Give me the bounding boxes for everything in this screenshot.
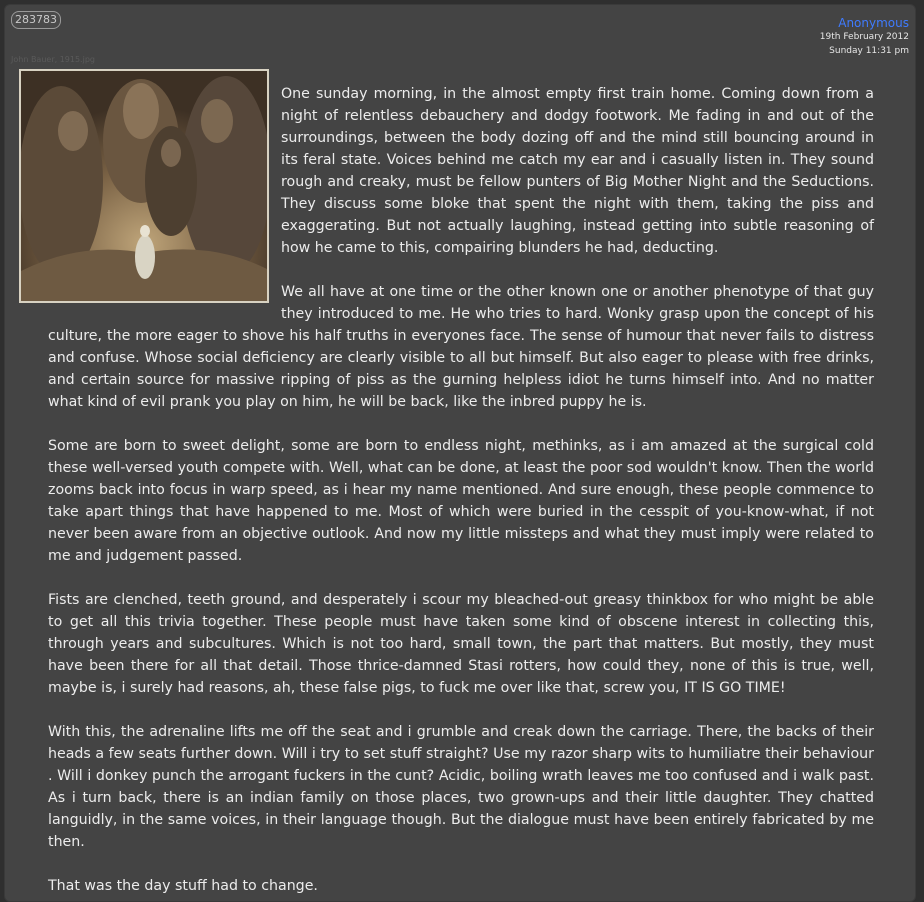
- post-date: 19th February 2012: [819, 32, 909, 42]
- post-image[interactable]: [19, 69, 269, 303]
- post-container: [4, 4, 916, 902]
- post-meta: [820, 16, 909, 58]
- paragraph: We all have at one time or the other known one or another phenotype of that guy they introduced to me. He who tries to hard. Wonky grasp upon the concept of his culture, the more eager to shove his half truths in everyones face. The sense of humour that never fails to distress and confuse. Whose social deficiency are clearly visible to all but himself. But also eager to please with free drinks, and certain source for massive ripping of piss as the gurning helpless idiot he turns himself into. And no matter what kind of evil prank you play on him, he will be back, like the inbred puppy he is.: [48, 284, 874, 410]
- paragraph: Fists are clenched, teeth ground, and desperately i scour my bleached-out greasy thinkbox for who might be able to get all this trivia together. These people must have taken some kind of obscene interest in collecting this, through years and subcultures. Which is not too hard, small town, the part that matters. But mostly, they must have been there for all that detail. Those thrice-damned Stasi rotters, how could they, none of this is true, well, maybe is, i surely had reasons, ah, these false pigs, to fuck me over like that, screw you, IT IS GO TIME!: [48, 592, 874, 696]
- paragraph: That was the day stuff had to change.: [48, 878, 318, 894]
- paragraph: With this, the adrenaline lifts me off the seat and i grumble and creak down the carriage. There, the backs of their heads a few seats further down. Will i try to set stuff straight? Use my razor sharp wits to humiliatre their behaviour . Will i donkey punch the arrogant fuckers in the cunt? Acidic, boiling wrath leaves me too confused and i walk past. As i turn back, there is an indian family on those places, two grown-ups and their little daughter. They chatted languidly, in the same voices, in their language though. But the dialogue must have been entirely fabricated by me then.: [48, 724, 874, 850]
- image-filename[interactable]: John Bauer, 1915.jpg: [11, 55, 95, 64]
- author-link[interactable]: Anonymous: [838, 16, 909, 30]
- paragraph: One sunday morning, in the almost empty first train home. Coming down from a night of relentless debauchery and dodgy footwork. Me fading in and out of the surroundings, between the body dozing off and the mind still bouncing around in its feral state. Voices behind me catch my ear and i casually listen in. They sound rough and creaky, must be fellow punters of Big Mother Night and the Seductions. They discuss some bloke that spent the night with them, taking the piss and exaggerating. But not actually laughing, instead getting into subtle reasoning of how he came to this, compairing blunders he had, deducting.: [281, 86, 874, 256]
- post-id-badge[interactable]: 283783: [11, 11, 61, 29]
- paragraph: Some are born to sweet delight, some are born to endless night, methinks, as i am amazed at the surgical cold these well-versed youth compete with. Well, what can be done, at least the poor sod wouldn't know. Then the world zooms back into focus in warp speed, as i hear my name mentioned. And sure enough, these people commence to take apart things that have happened to me. Most of which were buried in the cesspit of you-know-what, if not never been aware from an objective outlook. And now my little missteps and what they must imply were related to me and judgement passed.: [48, 438, 874, 564]
- post-time: Sunday 11:31 pm: [829, 46, 909, 56]
- post-body: [48, 83, 874, 902]
